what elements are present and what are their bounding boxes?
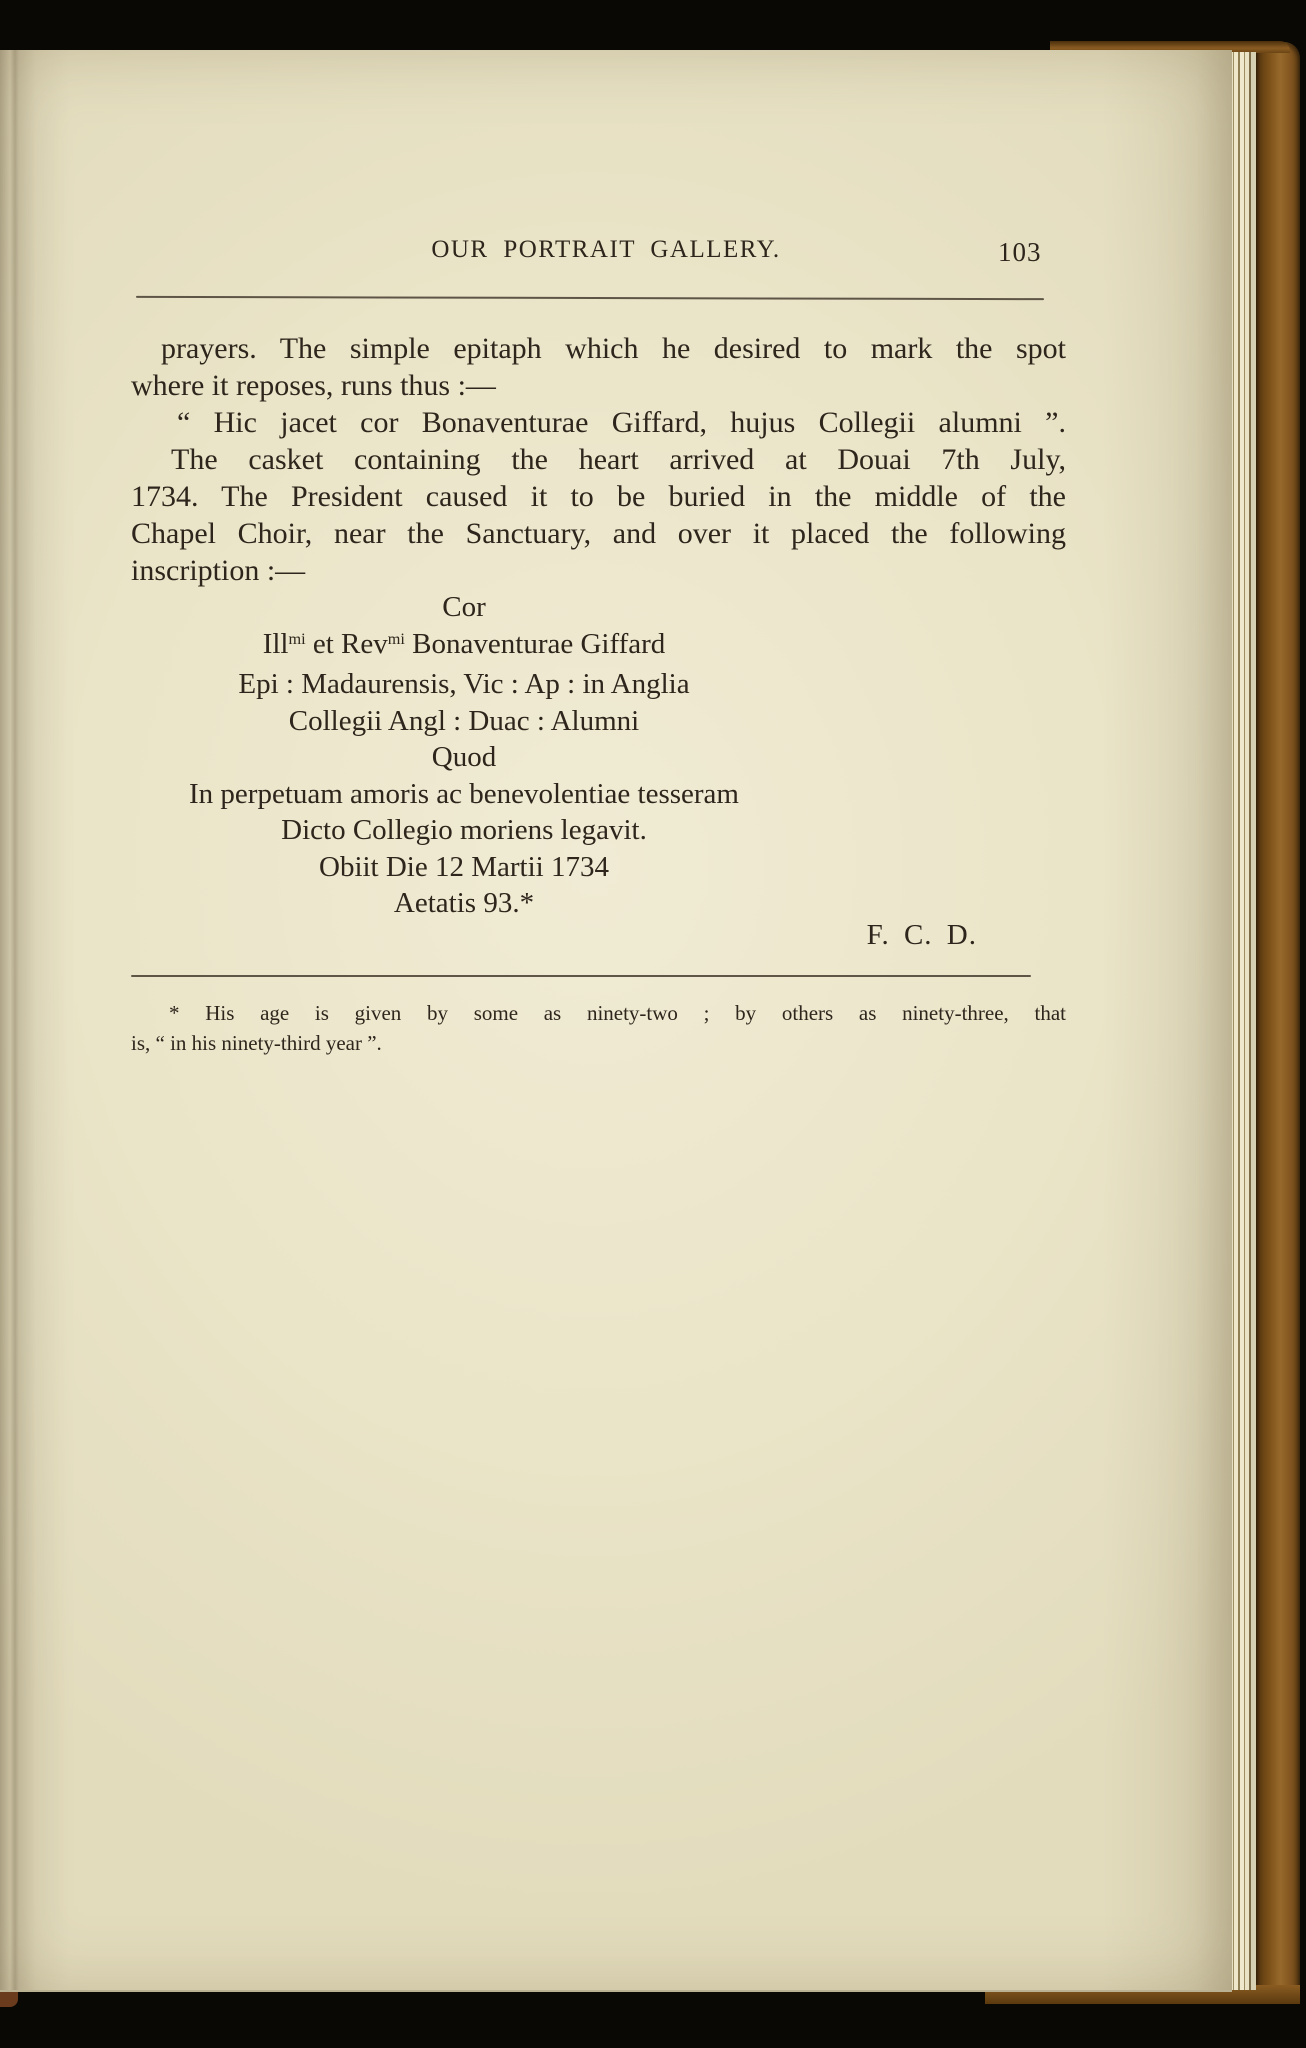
running-title: OUR PORTRAIT GALLERY. <box>431 236 781 263</box>
page-number: 103 <box>998 237 1042 267</box>
inscription-line: Epi : Madaurensis, Vic : Ap : in Anglia <box>238 668 690 700</box>
paragraph-continued <box>131 330 1066 404</box>
superscript: mi <box>387 630 405 649</box>
footnote-rule <box>131 975 1031 977</box>
inscription-text: Ill <box>262 627 289 660</box>
body-line: inscription :— <box>131 554 306 587</box>
body-line: prayers. The simple epitaph which he desired to mark the spot <box>161 332 1066 365</box>
inscription-line: In perpetuam amoris ac benevolentiae tesseram <box>189 777 739 810</box>
inscription-line: Aetatis 93.* <box>393 887 535 919</box>
inscription-line: Cor <box>442 591 486 623</box>
inscription-text: et Rev <box>305 627 388 660</box>
header-rule <box>136 296 1044 300</box>
author-initials: F. C. D. <box>866 919 977 951</box>
body-line: The casket containing the heart arrived at Douai 7th July, <box>171 443 1066 476</box>
body-line: Chapel Choir, near the Sanctuary, and over it placed the following <box>131 517 1066 550</box>
epitaph-quote: “ Hic jacet cor Bonaventurae Giffard, hujus Collegii alumni ”. <box>177 406 1066 439</box>
inscription-line: Quod <box>431 741 497 773</box>
footnote <box>131 998 1066 1058</box>
memorial-inscription <box>131 589 797 922</box>
body-line: 1734. The President caused it to be buried in the middle of the <box>131 480 1066 513</box>
inscription-line: Collegii Angl : Duac : Alumni <box>288 704 640 737</box>
inscription-line: Obiit Die 12 Martii 1734 <box>319 850 609 883</box>
inscription-text: Bonaventurae Giffard <box>404 627 666 660</box>
inscription-line: Dicto Collegio moriens legavit. <box>281 814 647 846</box>
superscript: mi <box>288 630 306 649</box>
body-line: where it reposes, runs thus :— <box>131 369 496 402</box>
footnote-line: * His age is given by some as ninety-two ; by others as ninety-three, that <box>169 1001 1066 1025</box>
footnote-line: is, “ in his ninety-third year ”. <box>131 1031 382 1055</box>
paragraph <box>131 441 1066 589</box>
inscription-line <box>131 626 797 667</box>
